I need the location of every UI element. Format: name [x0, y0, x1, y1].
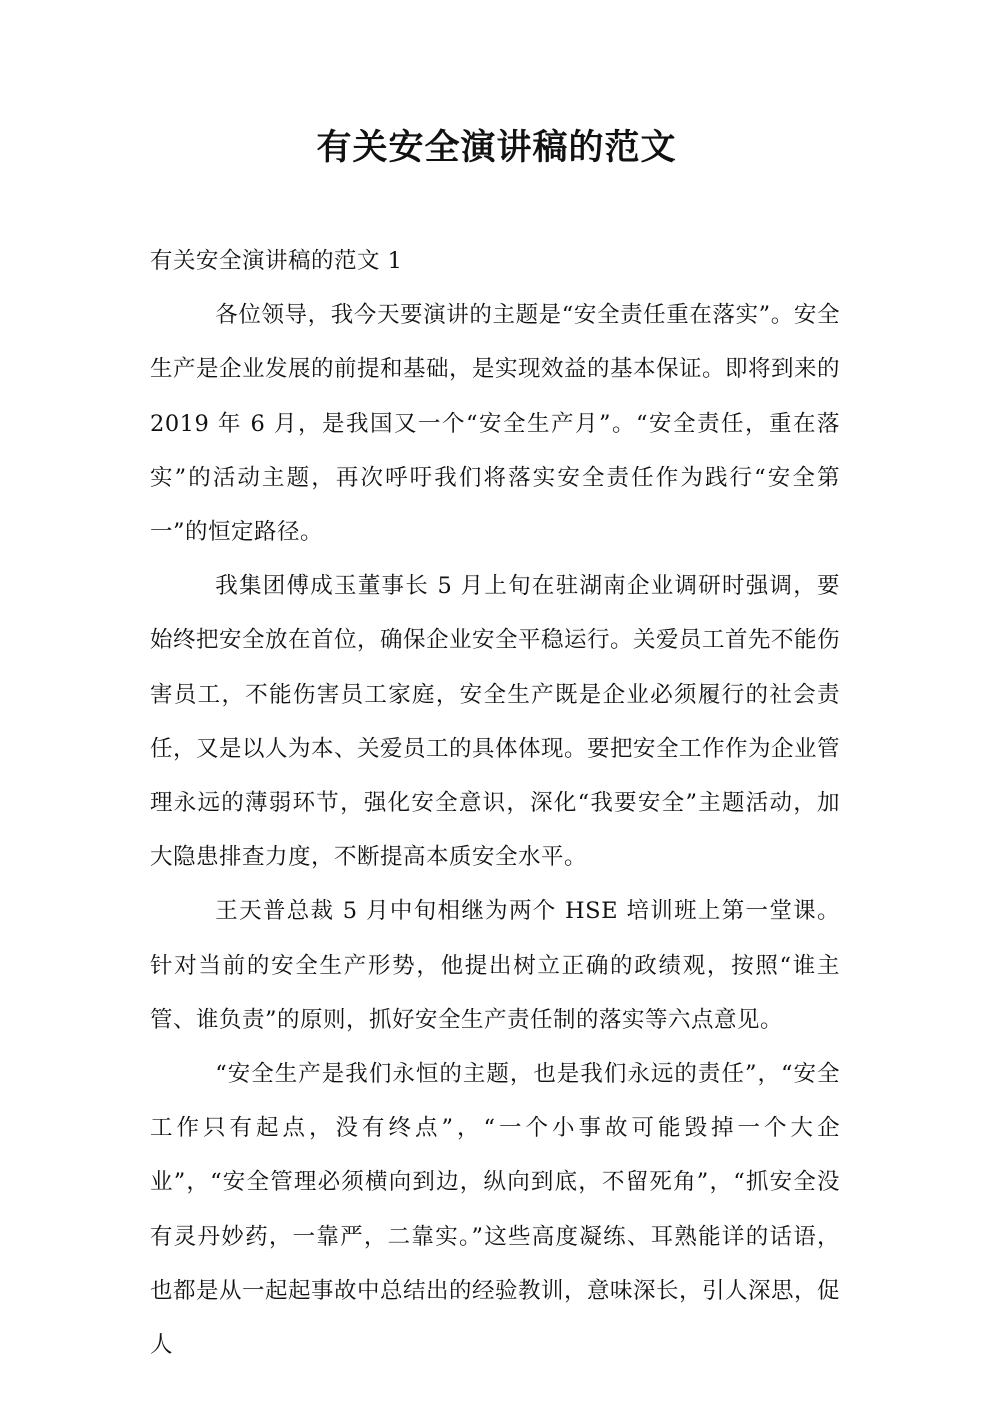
section-subtitle: 有关安全演讲稿的范文 1	[150, 248, 403, 274]
paragraph-3: 王天普总裁 5 月中旬相继为两个 HSE 培训班上第一堂课。针对当前的安全生产形势，他提出树立正确的政绩观，按照“谁主管、谁负责”的原则，抓好安全生产责任制的落实等六点意见。	[150, 898, 840, 1033]
paragraph-4: “安全生产是我们永恒的主题，也是我们永远的责任”，“安全工作只有起点，没有终点”，“一个小事故可能毁掉一个大企业”，“安全管理必须横向到边，纵向到底，不留死角”，“抓安全没有灵丹妙药，一靠严，二靠实。”这些高度凝练、耳熟能详的话语，也都是从一起起事故中总结出的经验教训，意味深长，引人深思，促人	[150, 1061, 841, 1359]
paragraph-1: 各位领导，我今天要演讲的主题是“安全责任重在落实”。安全生产是企业发展的前提和基础，是实现效益的基本保证。即将到来的 2019 年 6 月，是我国又一个“安全生产月”。“安全责任，重在落实”的活动主题，再次呼吁我们将落实安全责任作为践行“安全第一”的恒定路径。	[150, 302, 841, 546]
paragraph-2: 我集团傅成玉董事长 5 月上旬在驻湖南企业调研时强调，要始终把安全放在首位，确保企业安全平稳运行。关爱员工首先不能伤害员工，不能伤害员工家庭，安全生产既是企业必须履行的社会责任，又是以人为本、关爱员工的具体体现。要把安全工作作为企业管理永远的薄弱环节，强化安全意识，深化“我要安全”主题活动，加大隐患排查力度，不断提高本质安全水平。	[150, 573, 841, 871]
document-title: 有关安全演讲稿的范文	[316, 127, 677, 168]
document-body	[150, 234, 840, 1372]
